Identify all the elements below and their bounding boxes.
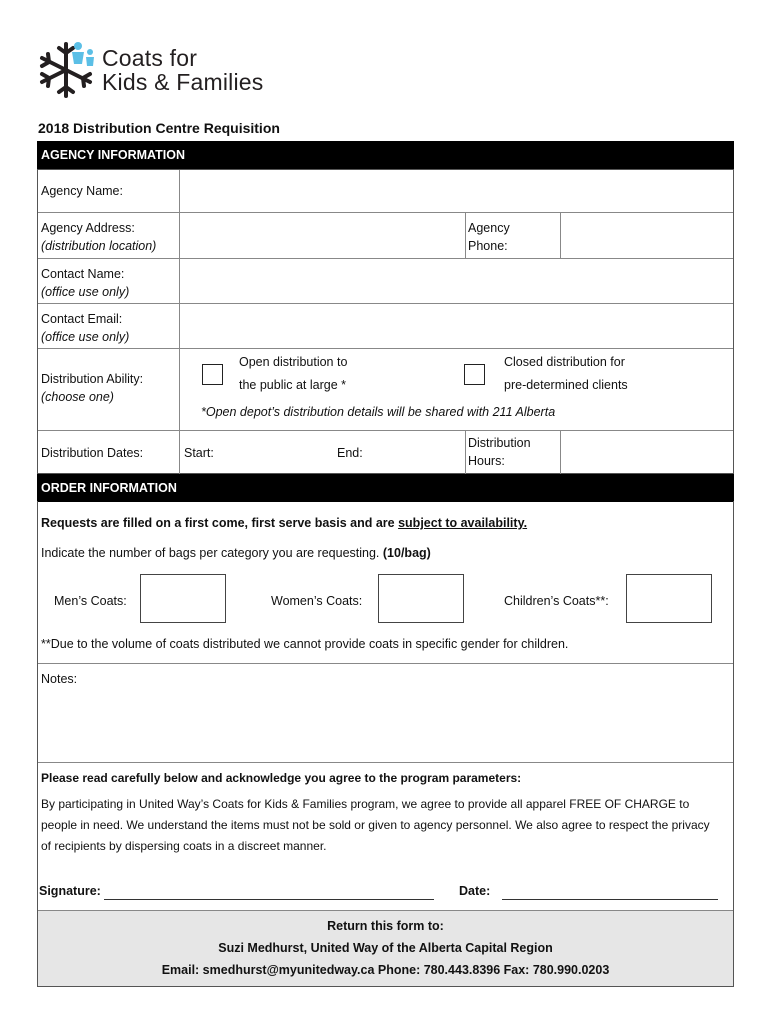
- date-row: [459, 882, 718, 900]
- indicate-text: [41, 544, 431, 562]
- requests-text-main: Requests are filled on a first come, first serve basis and are: [41, 516, 399, 530]
- closed-distribution-line-2: pre-determined clients: [504, 378, 628, 392]
- agency-address-sub: (distribution location): [41, 239, 157, 253]
- signature-line[interactable]: [104, 888, 434, 900]
- signature-row: [39, 882, 434, 900]
- contact-email-sub: (office use only): [41, 330, 130, 344]
- distribution-hours-label-2: Hours:: [468, 454, 505, 468]
- childrens-coats-label: Children’s Coats**:: [504, 594, 609, 608]
- agency-address-row: [38, 212, 733, 258]
- return-line-2: Suzi Medhurst, United Way of the Alberta Capital Region: [218, 941, 553, 955]
- date-label: Date:: [459, 884, 491, 898]
- bag-size-text: (10/bag): [382, 546, 431, 560]
- contact-email-row: [38, 303, 733, 348]
- signature-label: Signature:: [39, 884, 101, 898]
- open-distribution-line-1: Open distribution to: [239, 355, 348, 369]
- end-date-field[interactable]: [368, 431, 464, 474]
- womens-coats-input[interactable]: [378, 574, 464, 623]
- open-distribution-checkbox[interactable]: [202, 364, 223, 385]
- return-line-3: Email: smedhurst@myunitedway.ca Phone: 780.443.8396 Fax: 780.990.0203: [161, 963, 610, 977]
- availability-text: subject to availability.: [398, 516, 528, 530]
- closed-distribution-checkbox[interactable]: [464, 364, 485, 385]
- mens-coats-label: Men’s Coats:: [54, 594, 127, 608]
- return-form-box: [38, 910, 733, 986]
- agency-name-row: [38, 170, 733, 212]
- agency-phone-label-2: Phone:: [468, 239, 508, 253]
- distribution-dates-label: Distribution Dates:: [41, 446, 144, 460]
- agency-address-label: Agency Address:: [41, 221, 135, 235]
- logo: [36, 38, 296, 102]
- contact-name-row: [38, 258, 733, 303]
- form-title: 2018 Distribution Centre Requisition: [38, 120, 280, 136]
- indicate-text-main: Indicate the number of bags per category you are requesting.: [41, 546, 383, 560]
- return-line-1: Return this form to:: [327, 919, 444, 933]
- agency-name-field[interactable]: [181, 170, 733, 212]
- mens-coats-input[interactable]: [140, 574, 226, 623]
- agency-phone-field[interactable]: [561, 213, 733, 258]
- distribution-hours-field[interactable]: [561, 431, 733, 474]
- contact-email-label: Contact Email:: [41, 312, 123, 326]
- agency-info-table: [37, 169, 734, 474]
- contact-name-label: Contact Name:: [41, 267, 125, 281]
- contact-name-field[interactable]: [181, 259, 733, 303]
- womens-coats-label: Women’s Coats:: [271, 594, 363, 608]
- contact-email-field[interactable]: [181, 304, 733, 348]
- distribution-dates-row: [38, 430, 733, 474]
- order-info-section: [37, 501, 734, 987]
- date-line[interactable]: [502, 888, 718, 900]
- gender-note: **Due to the volume of coats distributed we cannot provide coats in specific gender for children.: [41, 637, 569, 651]
- distribution-ability-row: [38, 348, 733, 430]
- open-distribution-line-2: the public at large *: [239, 378, 347, 392]
- agency-section-header: AGENCY INFORMATION: [37, 141, 734, 169]
- acknowledge-title: Please read carefully below and acknowledge you agree to the program parameters:: [41, 771, 522, 785]
- notes-field[interactable]: [38, 664, 733, 762]
- start-label: Start:: [184, 446, 214, 460]
- agency-address-field[interactable]: [181, 213, 465, 258]
- acknowledge-body: By participating in United Way’s Coats for Kids & Families program, we agree to provide all apparel FREE OF CHARGE to people in need. We understand the items must not be sold or given to agency personnel. We also agree to respect the privacy of recipients by dispersing coats in a discreet manner.: [41, 797, 710, 853]
- order-section-header: ORDER INFORMATION: [37, 474, 734, 502]
- open-depot-note: *Open depot’s distribution details will be shared with 211 Alberta: [201, 405, 556, 419]
- closed-distribution-line-1: Closed distribution for: [504, 355, 625, 369]
- logo-line-1: Coats for: [102, 45, 198, 71]
- agency-name-label: Agency Name:: [41, 184, 123, 198]
- start-date-field[interactable]: [223, 431, 333, 474]
- notes-label: Notes:: [41, 672, 78, 686]
- contact-name-sub: (office use only): [41, 285, 130, 299]
- distribution-hours-label-1: Distribution: [468, 436, 531, 450]
- distribution-ability-label: Distribution Ability:: [41, 372, 144, 386]
- end-label: End:: [337, 446, 363, 460]
- distribution-ability-sub: (choose one): [41, 390, 114, 404]
- snowflake-people-icon: [36, 38, 100, 102]
- childrens-coats-input[interactable]: [626, 574, 712, 623]
- agency-phone-label-1: Agency: [468, 221, 510, 235]
- logo-line-2: Kids & Families: [102, 69, 264, 95]
- requests-text: [41, 514, 527, 532]
